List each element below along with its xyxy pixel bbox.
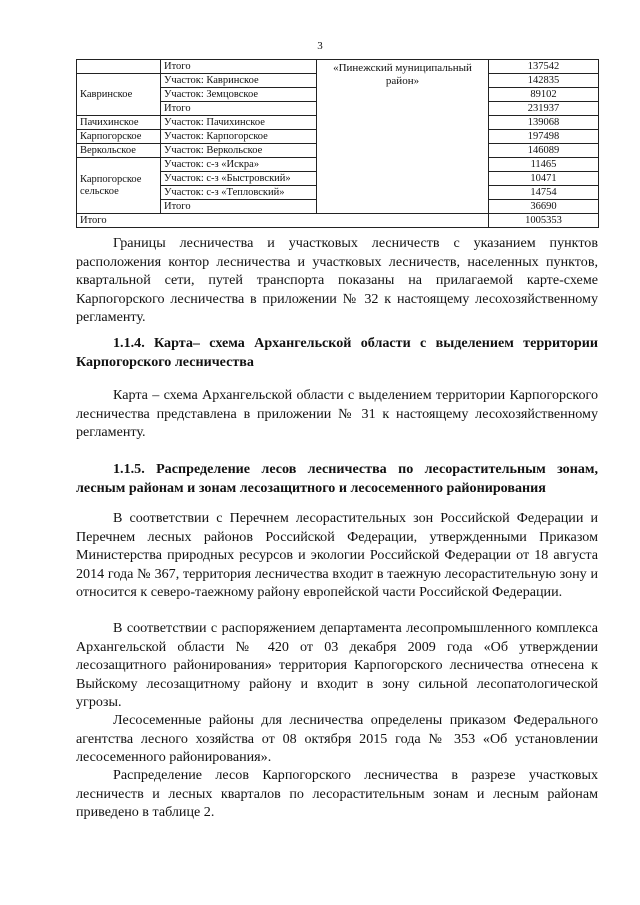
area-cell: 197498 xyxy=(489,130,599,144)
forest-area-table xyxy=(76,59,599,228)
district-cell: Веркольское xyxy=(77,144,161,158)
page-number: 3 xyxy=(317,40,323,52)
section-cell: Участок: Кавринское xyxy=(161,74,317,88)
paragraph-map-scheme: Карта – схема Архангельской области с выделением территории Карпогорского лесничества представлена в приложении № 31 к настоящему лесохозяйственному регламенту. xyxy=(76,387,598,440)
area-cell: 231937 xyxy=(489,102,599,116)
section-cell: Итого xyxy=(161,200,317,214)
section-cell: Участок: с-з «Искра» xyxy=(161,158,317,172)
paragraph-seed-zoning: Лесосеменные районы для лесничества определены приказом Федерального агентства лесного хозяйства от 08 октября 2015 года № 353 «Об установлении лесосеменного районирования». xyxy=(76,712,598,765)
section-cell: Итого xyxy=(161,102,317,116)
district-cell: Кавринское xyxy=(77,74,161,116)
district-cell: Пачихинское xyxy=(77,116,161,130)
area-cell: 14754 xyxy=(489,186,599,200)
area-cell: 89102 xyxy=(489,88,599,102)
table-row xyxy=(77,60,599,74)
total-area-cell: 1005353 xyxy=(489,214,599,228)
area-cell: 139068 xyxy=(489,116,599,130)
paragraph-table-reference: Распределение лесов Карпогорского лесничества в разрезе участковых лесничеств и лесных кварталов по лесорастительным зонам и лесным районам приведено в таблице 2. xyxy=(76,767,598,820)
section-cell: Участок: Земцовское xyxy=(161,88,317,102)
area-cell: 137542 xyxy=(489,60,599,74)
area-cell: 146089 xyxy=(489,144,599,158)
area-cell: 11465 xyxy=(489,158,599,172)
paragraph-forest-protection: В соответствии с распоряжением департамента лесопромышленного комплекса Архангельской области № 420 от 03 декабря 2009 года «Об утверждении лесозащитного районирования» территория Карпогорского лесничества отнесена к Выйскому лесозащитному району и входит в зону сильной лесопатологической угрозы. xyxy=(76,620,598,710)
section-cell: Участок: с-з «Тепловский» xyxy=(161,186,317,200)
district-cell: Карпогорское сельское xyxy=(77,158,161,214)
section-cell: Итого xyxy=(161,60,317,74)
area-cell: 142835 xyxy=(489,74,599,88)
district-cell xyxy=(77,60,161,74)
section-cell: Участок: Карпогорское xyxy=(161,130,317,144)
section-heading-1-1-5: 1.1.5. Распределение лесов лесничества по лесорастительным зонам, лесным районам и зонам лесозащитного и лесосеменного районирования xyxy=(76,461,598,496)
section-heading-1-1-4: 1.1.4. Карта– схема Архангельской области с выделением территории Карпогорского лесничества xyxy=(76,335,598,370)
paragraph-vegetation-zones: В соответствии с Перечнем лесорастительных зон Российской Федерации и Перечнем лесных районов Российской Федерации, утвержденными Приказом Министерства природных ресурсов и экологии Российской Федерации от 18 августа 2014 года № 367, территория лесничества входит в таежную лесорастительную зону и относится к северо-таежному району европейской части Российской Федерации. xyxy=(76,510,598,600)
municipal-district-cell: «Пинежский муниципальный район» xyxy=(317,60,489,214)
district-cell: Карпогорское xyxy=(77,130,161,144)
section-cell: Участок: Пачихинское xyxy=(161,116,317,130)
paragraph-boundaries: Границы лесничества и участковых лесничеств с указанием пунктов расположения контор лесничества и участковых лесничеств, населенных пунктов, квартальной сети, путей транспорта показаны на прилагаемой карте-схеме Карпогорского лесничества в приложении № 32 к настоящему лесохозяйственному регламенту. xyxy=(76,235,598,325)
section-cell: Участок: Веркольское xyxy=(161,144,317,158)
table-total-row xyxy=(77,214,599,228)
area-cell: 36690 xyxy=(489,200,599,214)
area-cell: 10471 xyxy=(489,172,599,186)
total-label-cell: Итого xyxy=(77,214,489,228)
section-cell: Участок: с-з «Быстровский» xyxy=(161,172,317,186)
